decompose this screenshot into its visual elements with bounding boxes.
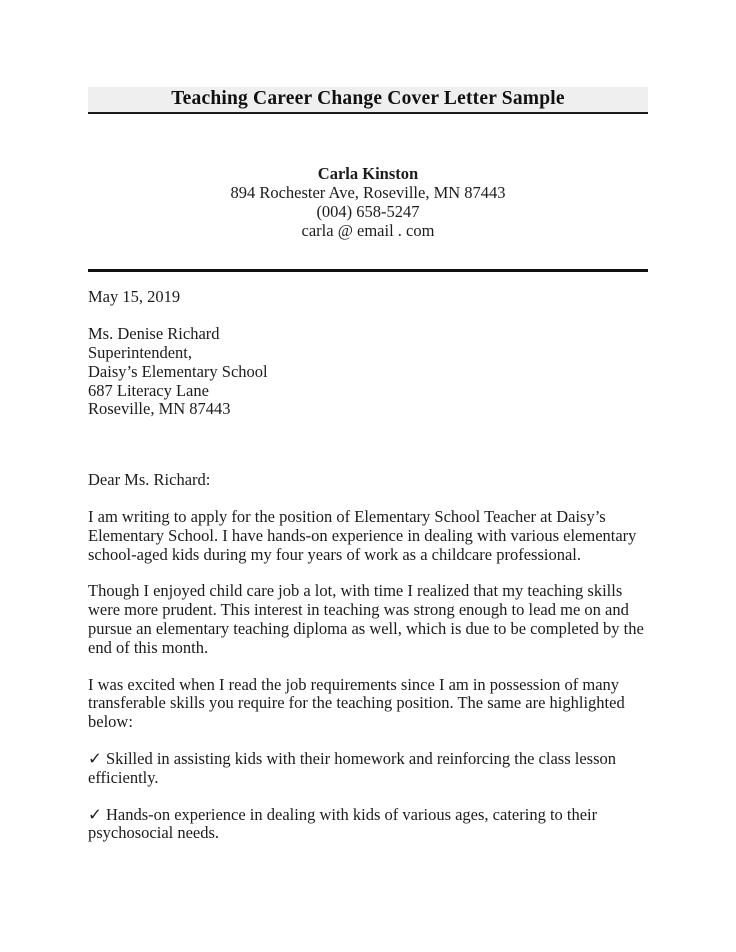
skill-bullet-1-text: Skilled in assisting kids with their homework and reinforcing the class lesson efficiently. [88,748,617,787]
page-title: Teaching Career Change Cover Letter Sample [171,88,565,109]
salutation: Dear Ms. Richard: [88,470,211,490]
sender-name: Carla Kinston [317,164,419,184]
skill-bullet-2 [88,806,648,844]
horizontal-divider [88,269,648,272]
recipient-name: Ms. Denise Richard [88,324,220,344]
document-title-bar [88,87,648,114]
recipient-city-state-zip: Roseville, MN 87443 [88,399,231,419]
body-paragraph-2: Though I enjoyed child care job a lot, with time I realized that my teaching skills were more prudent. This interest in teaching was strong enough to lead me on and pursue an elementary teaching diploma as well, which is due to be completed by the end of this month. [88,581,644,657]
letter-date: May 15, 2019 [88,287,181,307]
recipient-street: 687 Literacy Lane [88,380,209,400]
recipient-address-block [88,325,648,419]
page-content [0,87,736,843]
body-paragraph-3: I was excited when I read the job requirements since I am in possession of many transferable skills you require for the teaching position. The same are highlighted below: [88,674,625,732]
sender-email: carla @ email . com [301,220,435,240]
checkmark-icon: ✓ [88,804,102,824]
sender-phone: (004) 658-5247 [316,201,420,221]
sender-contact-block [88,165,648,240]
skill-bullet-1 [88,750,648,788]
body-paragraph-1: I am writing to apply for the position of Elementary School Teacher at Daisy’s Elementary School. I have hands-on experience in dealing with various elementary school-aged kids during my four years of work as a childcare professional. [88,506,637,564]
checkmark-icon: ✓ [88,748,102,768]
recipient-organization: Daisy’s Elementary School [88,361,268,381]
sender-address: 894 Rochester Ave, Roseville, MN 87443 [230,183,506,203]
skill-bullet-2-text: Hands-on experience in dealing with kids of various ages, catering to their psychosocial needs. [88,804,598,843]
recipient-title: Superintendent, [88,343,193,362]
